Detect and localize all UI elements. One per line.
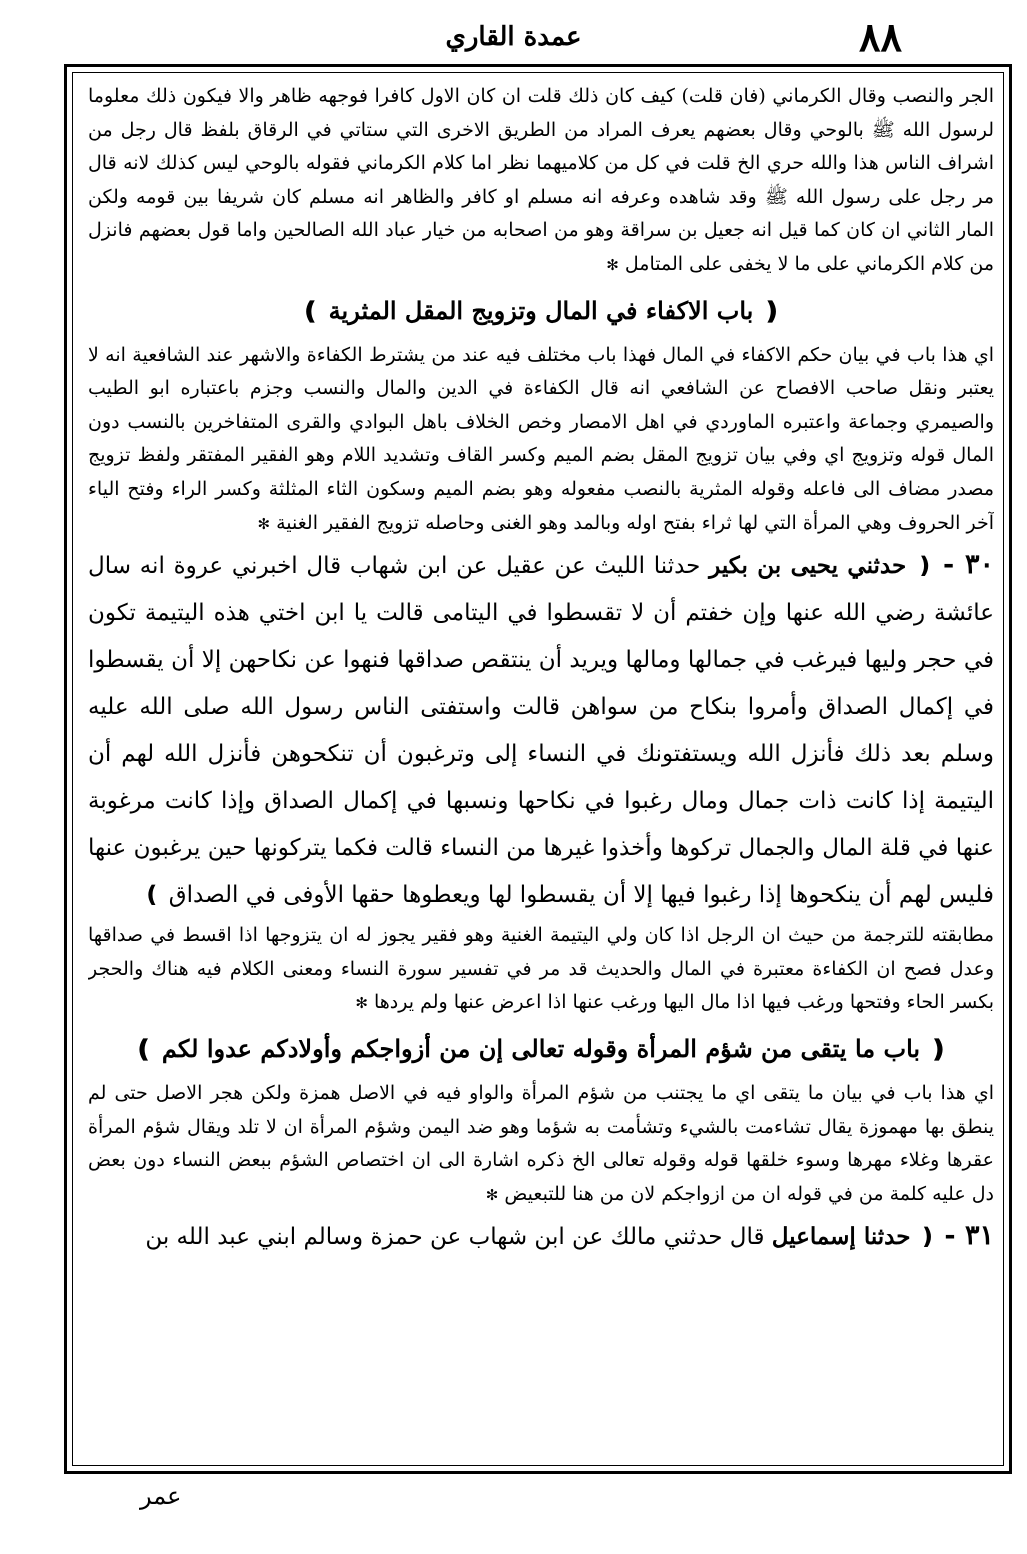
commentary-paragraph <box>88 80 994 283</box>
end-mark-icon: ✻ <box>485 1185 499 1204</box>
end-mark-icon: ✻ <box>355 994 368 1013</box>
page-number: ٨٨ <box>859 14 902 61</box>
heading-bracket-open: ❪ <box>761 295 782 325</box>
hadith-text: حدثنا الليث عن عقيل عن ابن شهاب قال اخبرني عروة انه سال عائشة رضي الله عنها وإن خفتم أن لا تقسطوا في اليتامى قالت يا ابن اختي هذه اليتيمة تكون في حجر وليها فيرغب في جمالها ومالها ويريد أن ينتقص صداقها فنهوا عن نكاحهن إلا أن يقسطوا في إكمال الصداق وأمروا بنكاح من سواهن قالت واستفتى الناس رسول الله صلى الله عليه وسلم بعد ذلك فأنزل الله ويستفتونك في النساء إلى وترغبون أن تنكحوهن فأنزل الله لهم أن اليتيمة إذا كانت ذات جمال ومال رغبوا في نكاحها ونسبها في إكمال الصداق وإذا كانت مرغوبة عنها في قلة المال والجمال تركوها وأخذوا غيرها من النساء قالت فكما يتركونها حين يرغبون عنها فليس لهم أن ينكحوها إذا رغبوا فيها إلا أن يقسطوا لها ويعطوها حقها الأوفى في الصداق <box>88 553 994 909</box>
page-content <box>88 80 994 1462</box>
hadith-lead: حدثني يحيى بن بكير <box>709 552 907 580</box>
commentary-paragraph <box>88 1077 994 1212</box>
heading-bracket-open: ❪ <box>928 1033 949 1063</box>
hadith-number: ٣٠ - <box>942 549 994 581</box>
heading-bracket-close: ❫ <box>300 295 321 325</box>
hadith-block <box>88 541 994 919</box>
heading-bracket-open: ❪ <box>914 553 935 580</box>
end-mark-icon: ✻ <box>257 514 271 533</box>
end-mark-icon: ✻ <box>606 255 619 274</box>
hadith-block <box>88 1212 994 1261</box>
chapter-heading-text: باب ما يتقى من شؤم المرأة وقوله تعالى إن من أزواجكم وأولادكم عدوا لكم <box>161 1033 921 1063</box>
commentary-text: الجر والنصب وقال الكرماني (فان قلت) كيف كان ذلك قلت ان كان الاول كافرا فوجهه ظاهر والا فيكون ذلك معلوما لرسول الله ﷺ بالوحي وقال بعضهم يعرف المراد من الطريق الاخرى التي ستاتي في الرقاق بلفظ قال رجل من اشراف الناس هذا والله حري الخ قلت في كل من كلاميهما نظر اما كلام الكرماني فقوله بالوحي ليس كذلك لانه قال مر رجل على رسول الله ﷺ وقد شاهده وعرفه انه مسلم او كافر والظاهر انه مسلم كان شريفا بين قومه ولكن المار الثاني ان كان كما قيل انه جعيل بن سراقة وهو من اصحابه من خيار عباد الله الصالحين واما قول بعضهم فانزل من كلام الكرماني على ما لا يخفى على المتامل <box>88 85 994 275</box>
commentary-paragraph <box>88 919 994 1021</box>
hadith-text: قال حدثني مالك عن ابن شهاب عن حمزة وسالم ابني عبد الله بن <box>145 1224 765 1251</box>
chapter-heading <box>88 1025 994 1073</box>
heading-bracket-close: ❫ <box>133 1033 154 1063</box>
chapter-heading <box>88 287 994 335</box>
commentary-text: اي هذا باب في بيان ما يتقى اي ما يجتنب من شؤم المرأة والواو فيه في الاصل همزة ولكن هجر الاصل حتى لم ينطق بها مهموزة يقال تشاءمت بالشيء وتشأمت به شؤما وهو ضد اليمن وشؤم المرأة ان لا تلد ويقال شؤم المرأة عقرها وغلاء مهرها وسوء خلقها قوله وقوله تعالى الخ ذكره اشارة الى ان اختصاص الشؤم ببعض النساء دون بعض دل عليه كلمة من في قوله ان من ازواجكم لان من هنا للتبعيض <box>88 1081 994 1205</box>
hadith-number: ٣١ - <box>944 1220 994 1252</box>
hadith-lead: حدثنا إسماعيل <box>771 1223 911 1251</box>
commentary-text: اي هذا باب في بيان حكم الاكفاء في المال فهذا باب مختلف فيه عند من يشترط الكفاءة والاشهر عند الشافعية انه لا يعتبر ونقل صاحب الافصاح عن الشافعي انه قال الكفاءة في الدين والمال والنسب وجزم باعتباره ابو الطيب والصيمري وجماعة واعتبره الماوردي في اهل الامصار وخص الخلاف باهل البوادي والقرى المتفاخرين بالنسب دون المال قوله وتزويج اي وفي بيان تزويج المقل بضم الميم وكسر القاف وتشديد اللام وهو الفقير المفتقر ولفظ تزويج مصدر مضاف الى فاعله وقوله المثرية بالنصب مفعوله وهو بضم الميم وسكون الثاء المثلثة وكسر الراء وفتح الياء آخر الحروف وهي المرأة التي لها ثراء بفتح اوله وبالمد وهو الغنى وحاصله تزويج الفقير الغنية <box>88 343 994 534</box>
commentary-paragraph <box>88 339 994 542</box>
commentary-text: مطابقته للترجمة من حيث ان الرجل اذا كان ولي اليتيمة الغنية وهو فقير يجوز له ان يتزوجها اذا اقسط في صداقها وعدل فصح ان الكفاءة معتبرة في المال والحديث قد مر في تفسير سورة النساء ومعنى الكلام فيه هناك والحجر بكسر الحاء وفتحها ورغب فيها اذا مال اليها ورغب عنها اذا اعرض عنها ولم يردها <box>88 924 994 1014</box>
heading-bracket-open: ❪ <box>917 1224 938 1251</box>
running-title: عمدة القاري <box>445 22 582 52</box>
footer-signature: عمر <box>140 1482 182 1510</box>
chapter-heading-text: باب الاكفاء في المال وتزويج المقل المثرية <box>328 295 754 325</box>
heading-bracket-close: ❫ <box>142 882 162 909</box>
